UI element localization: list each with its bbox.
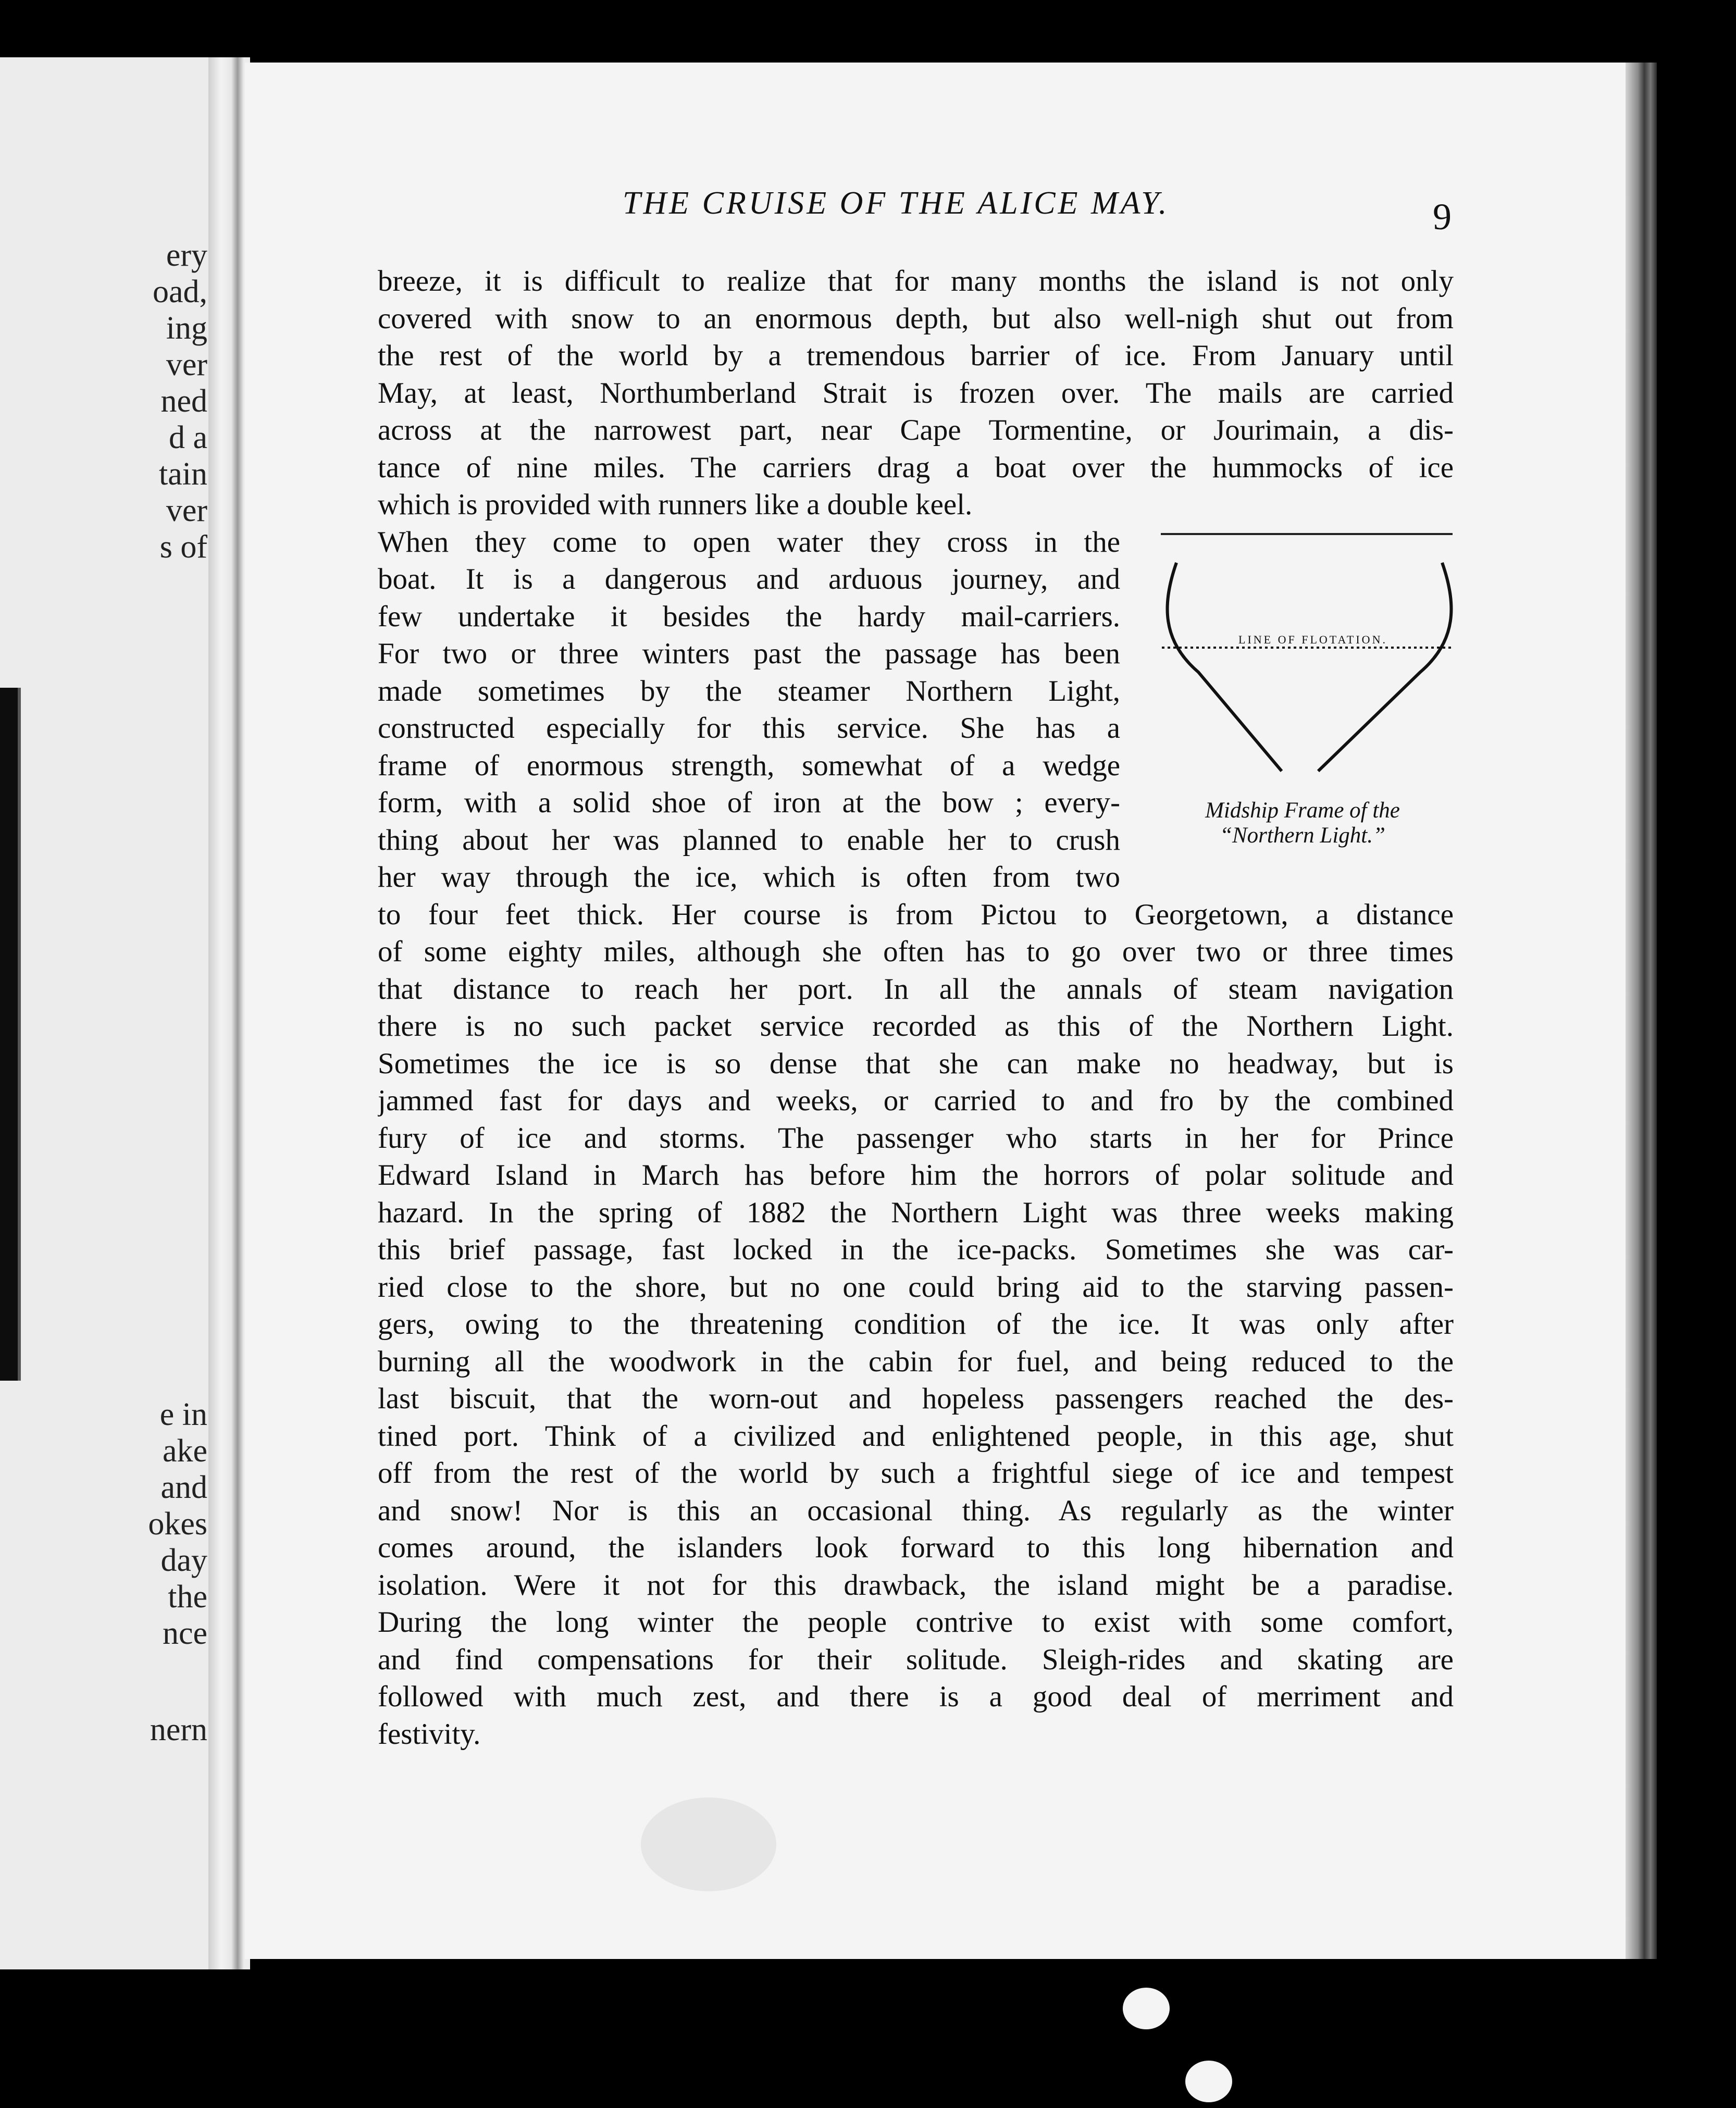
body-line: Sometimes the ice is so dense that she can make no headway, but is <box>378 1047 1454 1080</box>
body-line: off from the rest of the world by such a frightful siege of ice and tempest <box>378 1457 1454 1490</box>
left-page-fragment: d a <box>168 420 207 455</box>
body-line: covered with snow to an enormous depth, but also well-nigh shut out from <box>378 302 1454 335</box>
body-line: breeze, it is difficult to realize that for many months the island is not only <box>378 265 1454 297</box>
body-line: last biscuit, that the worn-out and hopeless passengers reached the des- <box>378 1382 1454 1415</box>
left-page-fragment: ver <box>166 493 207 528</box>
body-line: this brief passage, fast locked in the ice-packs. Sometimes she was car- <box>378 1233 1454 1266</box>
book-gutter <box>208 57 250 1969</box>
body-line: her way through the ice, which is often from two <box>378 861 1120 894</box>
figure-top-rule <box>1161 533 1453 535</box>
body-line: of some eighty miles, although she often has to go over two or three times <box>378 935 1454 968</box>
left-page-fragment: ned <box>160 383 207 419</box>
left-page-fragment: nce <box>162 1616 207 1651</box>
page-edge <box>1626 63 1657 1959</box>
midship-frame-diagram <box>1151 542 1464 792</box>
body-line: During the long winter the people contrive to exist with some comfort, <box>378 1606 1454 1639</box>
hull-starboard-side <box>1318 563 1451 771</box>
body-line: the rest of the world by a tremendous barrier of ice. From January until <box>378 339 1454 372</box>
left-page-fragment: e in <box>159 1397 207 1432</box>
body-line: jammed fast for days and weeks, or carried to and fro by the combined <box>378 1084 1454 1117</box>
body-line: hazard. In the spring of 1882 the Northern Light was three weeks making <box>378 1196 1454 1229</box>
hull-port-side <box>1168 563 1282 771</box>
body-line: which is provided with runners like a double keel. <box>378 488 973 521</box>
left-page-fragment: ver <box>166 347 207 382</box>
body-line: frame of enormous strength, somewhat of a wedge <box>378 749 1120 782</box>
body-line: there is no such packet service recorded as this of the Northern Light. <box>378 1010 1454 1043</box>
body-line: ried close to the shore, but no one could bring aid to the starving passen- <box>378 1270 1454 1304</box>
body-line: and snow! Nor is this an occasional thing. As regularly as the winter <box>378 1494 1454 1527</box>
body-line: For two or three winters past the passage has been <box>378 637 1120 670</box>
body-line: comes around, the islanders look forward to this long hibernation and <box>378 1531 1454 1564</box>
left-page-fragment: ing <box>166 311 207 346</box>
left-page-fragment: okes <box>148 1506 207 1542</box>
left-facing-page <box>0 57 219 1969</box>
body-line: that distance to reach her port. In all the annals of steam navigation <box>378 972 1454 1006</box>
body-line: isolation. Were it not for this drawback, the island might be a paradise. <box>378 1568 1454 1602</box>
body-line: When they come to open water they cross in the <box>378 525 1120 559</box>
body-line: followed with much zest, and there is a good deal of merriment and <box>378 1680 1454 1713</box>
body-line: May, at least, Northumberland Strait is frozen over. The mails are carried <box>378 376 1454 410</box>
left-page-illustration-edge <box>0 688 21 1381</box>
body-line: tined port. Think of a civilized and enlightened people, in this age, shut <box>378 1419 1454 1453</box>
body-line: made sometimes by the steamer Northern Light, <box>378 674 1120 708</box>
page-number: 9 <box>1433 196 1452 238</box>
body-line: burning all the woodwork in the cabin for fuel, and being reduced to the <box>378 1345 1454 1378</box>
left-page-fragment: tain <box>159 456 207 492</box>
body-line: to four feet thick. Her course is from Pictou to Georgetown, a distance <box>378 898 1454 931</box>
running-title: THE CRUISE OF THE ALICE MAY. <box>623 185 1170 221</box>
left-page-fragment: ery <box>166 238 207 273</box>
body-line: thing about her was planned to enable her to crush <box>378 823 1120 857</box>
body-line: gers, owing to the threatening condition of the ice. It was only after <box>378 1308 1454 1341</box>
left-page-fragment: the <box>168 1579 207 1615</box>
body-line: boat. It is a dangerous and arduous journey, and <box>378 563 1120 596</box>
paper-fragment <box>1123 1988 1170 2029</box>
body-line: across at the narrowest part, near Cape Tormentine, or Jourimain, a dis- <box>378 414 1454 447</box>
body-line: Edward Island in March has before him the horrors of polar solitude and <box>378 1159 1454 1192</box>
body-line: tance of nine miles. The carriers drag a boat over the hummocks of ice <box>378 451 1454 484</box>
flotation-label: LINE OF FLOTATION. <box>1238 633 1387 646</box>
paper-fragment <box>1185 2061 1232 2102</box>
body-line: few undertake it besides the hardy mail-carriers. <box>378 600 1120 633</box>
figure-caption-line1: Midship Frame of the <box>1205 798 1400 823</box>
body-line: form, with a solid shoe of iron at the bow ; every- <box>378 786 1120 819</box>
left-page-fragment: day <box>160 1543 207 1578</box>
body-line: constructed especially for this service. She has a <box>378 712 1120 745</box>
body-line: fury of ice and storms. The passenger who starts in her for Prince <box>378 1121 1454 1155</box>
body-line: festivity. <box>378 1717 481 1751</box>
figure-caption-line2: “Northern Light.” <box>1220 823 1385 848</box>
body-line: and find compensations for their solitude. Sleigh-rides and skating are <box>378 1643 1454 1676</box>
left-page-fragment: oad, <box>152 274 207 309</box>
left-page-fragment: nern <box>150 1712 207 1747</box>
left-page-fragment: s of <box>159 529 207 565</box>
page-stain <box>641 1797 776 1891</box>
left-page-fragment: ake <box>162 1433 207 1469</box>
left-page-fragment: and <box>160 1470 207 1505</box>
